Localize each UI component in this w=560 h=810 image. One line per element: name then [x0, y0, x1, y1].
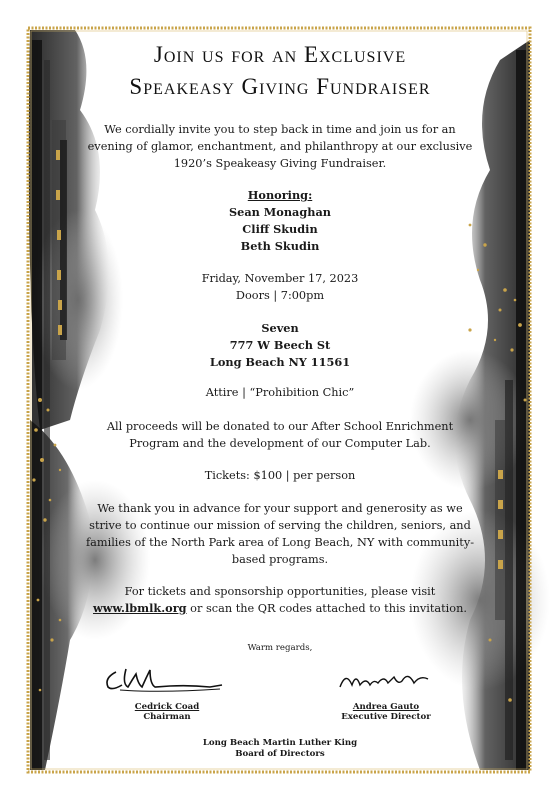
venue-city: Long Beach NY 11561 [209, 355, 351, 369]
intro-paragraph: We cordially invite you to step back in time and join us for an evening of glamor, enchantment, and philanthropy at our exclusive 1920’s Speakeasy Giving Fundraiser. [87, 123, 473, 170]
signature-andrea [330, 665, 450, 695]
proceeds-paragraph: All proceeds will be donated to our After School Enrichment Program and the development of our Computer Lab. [106, 420, 454, 450]
contact-paragraph: For tickets and sponsorship opportunities, please visit www.lbmlk.org or scan the QR codes attached to this invitation. [93, 585, 467, 615]
thanks-paragraph: We thank you in advance for your support and generosity as we strive to continue our mission of serving the children, seniors, and families of the North Park area of Long Beach, NY with community- based programs. [85, 502, 475, 566]
honoree: Sean Monaghan [228, 205, 332, 219]
signature-cedrick [100, 662, 225, 697]
venue-name: Seven [261, 321, 299, 335]
venue [70, 320, 490, 371]
signer-cedrick: Cedrick Coad Chairman [134, 702, 200, 722]
honoring-section [70, 187, 490, 255]
honoree: Cliff Skudin [242, 222, 318, 236]
venue-street: 777 W Beech St [229, 338, 331, 352]
website-link[interactable]: www.lbmlk.org [93, 601, 187, 615]
ticket-price: Tickets: $100 | per person [204, 469, 356, 482]
closing: Warm regards, [247, 643, 313, 653]
title-line-1: Join us for an Exclusive [153, 42, 407, 67]
title-line-2: Speakeasy Giving Fundraiser [129, 74, 431, 99]
honoring-heading: Honoring: [247, 188, 313, 202]
signer-andrea: Andrea Gauto Executive Director [341, 702, 431, 722]
attire: Attire | “Prohibition Chic” [205, 386, 355, 399]
honoree: Beth Skudin [240, 239, 320, 253]
organization-footer: Long Beach Martin Luther King Board of Directors [202, 738, 358, 759]
event-date: Friday, November 17, 2023 Doors | 7:00pm [201, 272, 359, 302]
